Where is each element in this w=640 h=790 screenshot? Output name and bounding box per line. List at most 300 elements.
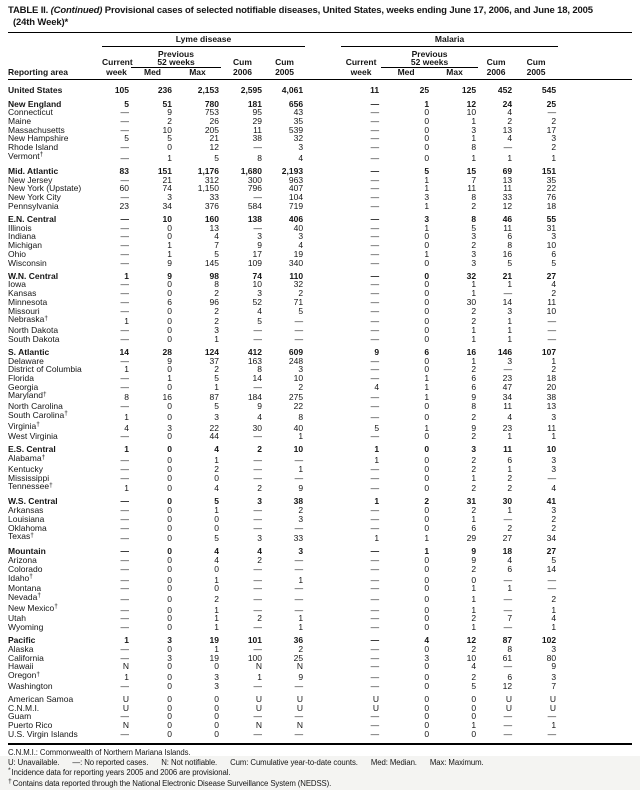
value-cell: 963	[288, 174, 304, 185]
value-cell: 3	[551, 455, 557, 466]
value-cell: 6	[551, 248, 557, 259]
value-cell: —	[294, 728, 304, 739]
value-cell: 14	[502, 296, 513, 307]
reporting-area-cell: Kentucky	[8, 463, 43, 474]
value-cell: 13	[546, 401, 557, 412]
value-cell: 3	[551, 463, 557, 474]
value-cell: 0	[167, 411, 172, 422]
spacer-cell	[305, 411, 341, 422]
spacer-cell	[558, 250, 632, 259]
value-cell: 0	[424, 296, 430, 307]
value-cell: 0	[424, 431, 430, 442]
value-cell: 10	[162, 214, 172, 225]
reporting-area-cell: Oklahoma	[8, 522, 47, 533]
value-cell: 2	[471, 305, 477, 316]
value-cell: 101	[247, 635, 262, 646]
table-row	[8, 704, 632, 713]
value-cell: —	[253, 583, 262, 594]
value-cell: —	[253, 381, 262, 392]
value-cell: 74	[162, 183, 172, 194]
footnote-def: —: No reported cases.	[72, 757, 149, 767]
value-cell: 11	[370, 85, 380, 96]
reporting-area-cell: Alaska	[8, 643, 34, 654]
value-cell: 1,176	[197, 166, 219, 177]
value-cell: —	[120, 116, 129, 127]
value-cell: 22	[293, 401, 304, 412]
value-cell: U	[122, 702, 129, 713]
value-cell: —	[294, 680, 304, 691]
value-cell: 0	[167, 702, 172, 713]
reporting-area-cell: Illinois	[8, 222, 32, 233]
value-cell: 12	[466, 98, 477, 109]
spacer-cell	[305, 134, 341, 143]
table-row	[8, 80, 632, 95]
spacer-cell	[305, 326, 341, 335]
table-row	[8, 654, 632, 663]
value-cell: 7	[551, 680, 557, 691]
value-cell: 1,150	[197, 183, 219, 194]
value-cell: 4	[551, 279, 557, 290]
spacer-cell	[305, 35, 341, 46]
value-cell: 5	[257, 316, 262, 327]
value-cell: 2	[471, 563, 477, 574]
value-cell: 0	[424, 116, 430, 127]
value-cell: 1	[551, 355, 557, 366]
value-cell: —	[547, 583, 557, 594]
value-cell: —	[370, 513, 380, 524]
value-cell: —	[370, 174, 380, 185]
value-cell: 10	[466, 107, 477, 118]
value-cell: 9	[298, 483, 304, 494]
spacer-cell	[558, 259, 632, 268]
value-cell: —	[294, 316, 304, 327]
value-cell: 27	[546, 270, 557, 281]
value-cell: —	[294, 522, 304, 533]
value-cell: 18	[546, 200, 557, 211]
value-cell: 2	[471, 240, 477, 251]
reporting-area-cell: Texas†	[8, 531, 34, 542]
value-cell: —	[370, 305, 380, 316]
value-cell: 1	[424, 533, 430, 544]
spacer-cell	[305, 691, 341, 704]
value-cell: —	[370, 355, 380, 366]
value-cell: —	[253, 505, 262, 516]
col-header-reporting-area: Reporting area	[8, 67, 102, 80]
value-cell: 753	[204, 107, 219, 118]
value-cell: 9	[471, 392, 477, 403]
value-cell: 1	[507, 333, 513, 344]
title-week-line: (24th Week)*	[13, 17, 69, 28]
value-cell: 0	[167, 431, 172, 442]
value-cell: —	[120, 583, 129, 594]
value-cell: —	[120, 711, 129, 722]
value-cell: —	[294, 455, 304, 466]
value-cell: 2	[214, 288, 219, 299]
value-cell: 1	[471, 279, 477, 290]
value-cell: 160	[204, 214, 219, 225]
value-cell: 1	[507, 583, 513, 594]
value-cell: 1	[507, 279, 513, 290]
table-row	[8, 232, 632, 241]
value-cell: 275	[288, 392, 304, 403]
value-cell: 100	[247, 652, 262, 663]
spacer-cell	[305, 730, 341, 739]
value-cell: 2	[257, 483, 262, 494]
value-cell: 0	[424, 583, 430, 594]
value-cell: 1	[374, 455, 380, 466]
value-cell: 19	[293, 248, 304, 259]
table-row	[8, 280, 632, 289]
value-cell: 0	[167, 231, 172, 242]
value-cell: 0	[214, 513, 219, 524]
col-header-cum: Cum	[486, 57, 506, 68]
value-cell: 3	[471, 248, 477, 259]
value-cell: 1	[214, 505, 219, 516]
value-cell: —	[120, 401, 129, 412]
spacer-cell	[305, 289, 341, 298]
value-cell: 0	[424, 483, 430, 494]
value-cell: 11	[503, 183, 513, 194]
value-cell: 0	[167, 463, 172, 474]
spacer-cell	[558, 335, 632, 344]
value-cell: 3	[471, 257, 477, 268]
spacer-cell	[305, 152, 341, 163]
value-cell: 3	[298, 513, 304, 524]
value-cell: —	[370, 183, 380, 194]
value-cell: 0	[214, 711, 219, 722]
value-cell: —	[120, 555, 129, 566]
value-cell: U	[122, 694, 129, 704]
value-cell: —	[253, 522, 262, 533]
value-cell: 16	[502, 248, 513, 259]
value-cell: 8	[471, 142, 477, 153]
value-cell: 0	[424, 364, 430, 375]
value-cell: N	[255, 720, 262, 731]
value-cell: 5	[214, 373, 219, 383]
reporting-area-cell: Maine	[8, 116, 32, 127]
value-cell: 1	[507, 152, 513, 163]
value-cell: 0	[167, 324, 172, 335]
value-cell: 0	[424, 505, 430, 516]
value-cell: —	[294, 583, 304, 594]
spacer-cell	[558, 184, 632, 193]
reporting-area-cell: Utah	[8, 613, 26, 624]
spacer-cell	[305, 374, 341, 383]
value-cell: 0	[167, 381, 172, 392]
value-cell: —	[370, 133, 380, 144]
reporting-area-cell: New Mexico†	[8, 602, 58, 613]
empty-header-cell	[478, 46, 514, 58]
spacer-cell	[558, 80, 632, 95]
reporting-area-cell: Georgia	[8, 381, 39, 392]
value-cell: 1,680	[240, 166, 262, 177]
value-cell: 11	[503, 222, 513, 233]
spacer-cell	[305, 441, 341, 454]
value-cell: 102	[541, 635, 557, 646]
footnote-star	[8, 768, 632, 779]
value-cell: 0	[214, 583, 219, 594]
spacer-cell	[558, 134, 632, 143]
value-cell: 71	[293, 296, 304, 307]
spacer-cell	[558, 202, 632, 211]
value-cell: 4	[507, 555, 513, 566]
value-cell: —	[370, 270, 380, 281]
table-row	[8, 326, 632, 335]
value-cell: —	[120, 622, 129, 633]
table-title	[8, 5, 632, 17]
table-row	[8, 193, 632, 202]
value-cell: 14	[546, 563, 557, 574]
value-cell: 1	[167, 248, 172, 259]
reporting-area-cell: Rhode Island	[8, 142, 59, 153]
value-cell: 104	[288, 192, 304, 203]
spacer-cell	[558, 298, 632, 307]
value-cell: —	[120, 431, 129, 442]
reporting-area-cell: California	[8, 652, 44, 663]
value-cell: 236	[157, 85, 172, 96]
spacer-cell	[305, 335, 341, 344]
value-cell: 0	[424, 333, 430, 344]
spacer-cell	[558, 391, 632, 402]
table-row	[8, 357, 632, 366]
spacer-cell	[305, 315, 341, 326]
table-row	[8, 241, 632, 250]
spacer-cell	[305, 280, 341, 289]
value-cell: 6	[167, 296, 172, 307]
spacer-cell	[558, 574, 632, 585]
value-cell: —	[503, 288, 513, 299]
value-cell: —	[547, 472, 557, 483]
value-cell: —	[120, 546, 129, 557]
value-cell: 87	[209, 392, 219, 403]
value-cell: —	[370, 728, 380, 739]
spacer-cell	[558, 593, 632, 604]
value-cell: 0	[167, 661, 172, 672]
value-cell: 0	[424, 124, 430, 135]
value-cell: 1	[471, 472, 477, 483]
table-row	[8, 493, 632, 506]
value-cell: N	[122, 720, 129, 731]
spacer-cell	[558, 326, 632, 335]
value-cell: 1	[214, 455, 219, 466]
spacer-cell	[558, 365, 632, 374]
value-cell: 452	[497, 85, 513, 96]
value-cell: 3	[424, 214, 430, 225]
value-cell: 0	[167, 472, 172, 483]
value-cell: 3	[298, 231, 304, 242]
spacer-cell	[305, 654, 341, 663]
value-cell: 15	[466, 166, 477, 177]
col-header-med: Med	[131, 67, 174, 80]
value-cell: —	[120, 124, 129, 135]
spacer-cell	[305, 543, 341, 556]
spacer-cell	[558, 662, 632, 671]
value-cell: 0	[424, 411, 430, 422]
value-cell: —	[547, 728, 557, 739]
col-header-current: Current	[345, 57, 377, 68]
table-row	[8, 267, 632, 280]
spacer-cell	[305, 532, 341, 543]
value-cell: —	[370, 622, 380, 633]
spacer-cell	[558, 556, 632, 565]
footnote-def: Max: Maximum.	[429, 757, 484, 767]
value-cell: 584	[247, 200, 262, 211]
table-row	[8, 289, 632, 298]
value-cell: 1	[424, 248, 430, 259]
value-cell: 32	[293, 133, 304, 144]
value-cell: 2	[167, 116, 172, 127]
value-cell: 6	[471, 373, 477, 383]
value-cell: 163	[247, 355, 262, 366]
col-header-2006: 2006	[478, 67, 514, 80]
value-cell: 2	[471, 200, 477, 211]
value-cell: 0	[424, 455, 430, 466]
table-row	[8, 645, 632, 654]
value-cell: 0	[424, 574, 430, 585]
reporting-area-cell: North Carolina	[8, 401, 63, 412]
value-cell: 1	[551, 431, 557, 442]
spacer-cell	[558, 654, 632, 663]
value-cell: 0	[424, 355, 430, 366]
value-cell: 40	[293, 222, 304, 233]
value-cell: —	[120, 152, 129, 163]
value-cell: 31	[466, 496, 477, 507]
reporting-area-cell: Mountain	[8, 546, 46, 557]
value-cell: 3	[167, 192, 172, 203]
value-cell: 2	[507, 472, 513, 483]
table-row	[8, 474, 632, 483]
table-row	[8, 556, 632, 565]
value-cell: 0	[167, 444, 172, 455]
value-cell: 3	[551, 231, 557, 242]
table-row	[8, 574, 632, 585]
value-cell: 30	[466, 296, 477, 307]
value-cell: 0	[167, 305, 172, 316]
spacer-cell	[305, 623, 341, 632]
value-cell: 1	[507, 431, 513, 442]
spacer-cell	[305, 465, 341, 474]
value-cell: 31	[546, 222, 557, 233]
col-header-week: week	[102, 67, 131, 80]
value-cell: —	[253, 604, 262, 615]
value-cell: 0	[214, 728, 219, 739]
value-cell: 29	[466, 533, 477, 544]
spacer-cell	[558, 565, 632, 574]
value-cell: —	[253, 472, 262, 483]
value-cell: 2	[424, 496, 430, 507]
table-title-block	[8, 5, 632, 33]
spacer-cell	[558, 383, 632, 392]
spacer-cell	[558, 691, 632, 704]
table-row	[8, 565, 632, 574]
dagger-icon: †	[29, 573, 33, 581]
value-cell: —	[370, 711, 380, 722]
value-cell: 11	[503, 401, 513, 412]
reporting-area-cell: Maryland†	[8, 390, 47, 401]
value-cell: 10	[466, 652, 477, 663]
table-row	[8, 163, 632, 176]
value-cell: 2	[471, 643, 477, 654]
spacer-cell	[558, 432, 632, 441]
spacer-cell	[558, 482, 632, 493]
value-cell: 27	[546, 546, 557, 557]
value-cell: —	[120, 593, 129, 604]
value-cell: U	[372, 702, 380, 713]
value-cell: 8	[471, 214, 477, 225]
table-row	[8, 682, 632, 691]
spacer-cell	[558, 411, 632, 422]
value-cell: —	[370, 463, 380, 474]
value-cell: 9	[471, 546, 477, 557]
value-cell: 44	[209, 431, 219, 442]
spacer-cell	[558, 493, 632, 506]
value-cell: —	[253, 622, 262, 633]
table-row	[8, 365, 632, 374]
value-cell: 34	[546, 533, 557, 544]
value-cell: 2	[507, 483, 513, 494]
value-cell: 0	[424, 324, 430, 335]
value-cell: 13	[209, 222, 219, 233]
value-cell: 0	[471, 728, 477, 739]
value-cell: 4	[551, 483, 557, 494]
value-cell: 0	[167, 364, 172, 375]
spacer-cell	[305, 671, 341, 682]
value-cell: 4	[257, 305, 262, 316]
table-row	[8, 335, 632, 344]
table-row	[8, 126, 632, 135]
value-cell: 10	[252, 279, 262, 290]
value-cell: 23	[119, 200, 129, 211]
value-cell: 0	[424, 563, 430, 574]
spacer-cell	[305, 163, 341, 176]
value-cell: 4	[551, 613, 557, 624]
value-cell: 5	[424, 166, 430, 177]
value-cell: 3	[257, 496, 262, 507]
spacer-cell	[558, 193, 632, 202]
value-cell: 5	[124, 133, 129, 144]
table-row	[8, 465, 632, 474]
value-cell: 0	[424, 316, 430, 327]
col-header-52-weeks: 52 weeks	[131, 58, 221, 68]
value-cell: 87	[502, 635, 513, 646]
reporting-area-cell: Arizona	[8, 555, 37, 566]
value-cell: —	[503, 728, 513, 739]
value-cell: —	[547, 316, 557, 327]
table-row	[8, 152, 632, 163]
value-cell: 5	[214, 152, 219, 163]
table-row	[8, 383, 632, 392]
value-cell: 138	[247, 214, 262, 225]
value-cell: 25	[419, 85, 430, 96]
spacer-cell	[558, 343, 632, 356]
value-cell: —	[253, 142, 262, 153]
title-prefix: TABLE II.	[8, 5, 51, 16]
value-cell: 4	[471, 661, 477, 672]
reporting-area-cell: Nevada†	[8, 591, 41, 602]
table-row	[8, 524, 632, 533]
value-cell: —	[120, 463, 129, 474]
previous-label-row	[8, 46, 632, 58]
value-cell: 4	[374, 381, 380, 392]
value-cell: 1	[507, 316, 513, 327]
value-cell: —	[253, 192, 262, 203]
value-cell: 43	[293, 107, 304, 118]
value-cell: 1	[167, 152, 172, 163]
spacer-cell	[305, 593, 341, 604]
value-cell: —	[253, 563, 262, 574]
value-cell: —	[294, 333, 304, 344]
value-cell: —	[370, 583, 380, 594]
